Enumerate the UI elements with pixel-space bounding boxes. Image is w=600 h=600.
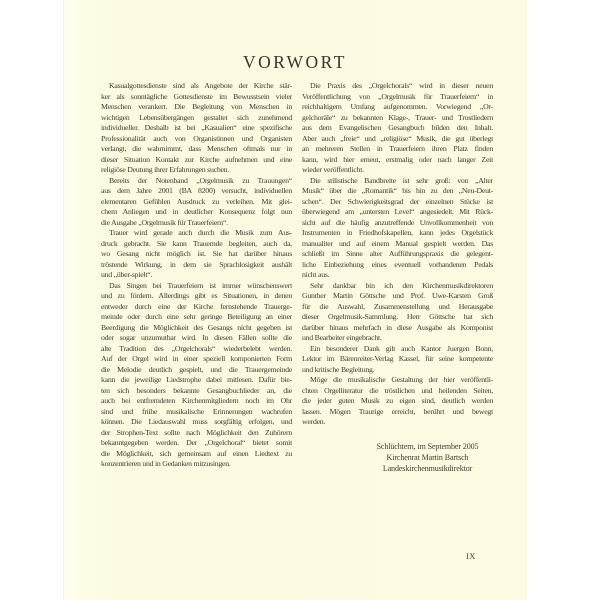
column-left xyxy=(101,81,292,470)
text-line: werden. xyxy=(302,417,326,426)
page xyxy=(63,0,527,600)
text-line: können. Die Liedauswahl muss sorgfältig erfolgen, und xyxy=(101,417,292,426)
text-line: wo Gesang nicht möglich ist. Sie hat darüber hinaus xyxy=(101,249,292,258)
text-line: oder sogar unzumutbar wird. In diesen Fällen sollte die xyxy=(101,333,292,342)
text-line: Bereits der Notenband „Orgelmusik zu Trauungen“ xyxy=(109,175,292,185)
text-line: alte Tradition des „Orgelchorals“ wiederbelebt werden. xyxy=(101,343,292,353)
text-line: druck gebracht. Sie kann Trauernde begleiten, auch da, xyxy=(101,238,292,248)
text-line: Auf der Orgel wird in einer speziell komponierten Form xyxy=(101,354,292,363)
text-line: aus dem Evangelischen Gesangbuch bilden den Inhalt. xyxy=(302,123,493,132)
text-line: überwiegend am „untersten Level“ angesiedelt. Mit Rück- xyxy=(302,207,493,216)
text-line: Ein besonderer Dank gilt auch Kantor Juergen Bonn, xyxy=(310,343,493,353)
text-line: Gunther Martin Göttsche und Prof. Uwe-Karsten Groß xyxy=(302,291,493,300)
signature-block xyxy=(357,441,498,475)
text-line: und kritische Begleitung. xyxy=(302,364,375,374)
text-columns xyxy=(101,81,493,470)
text-line: und „über-spielt“. xyxy=(101,270,153,279)
text-line: die Möglichkeit, sich gemeinsam auf einen Liedtext zu xyxy=(101,448,292,458)
signature-name: Kirchenrat Martin Bartsch xyxy=(386,453,469,463)
text-line: individueller. Deshalb ist bei „Kasualien“ eine spezifische xyxy=(101,123,292,132)
text-line: Die stilistische Bandbreite ist sehr groß: von „Alter xyxy=(310,175,493,185)
text-line: chten Orgelliteratur die tröstlichen und heilenden Seiten, xyxy=(302,385,493,395)
text-line: liche Einbeziehung eines eventuell vorhandenen Pedals xyxy=(302,259,493,269)
text-line: meinde oder durch eine sehr geringe Beteiligung an einer xyxy=(101,312,292,321)
text-line: Musik“ über die „Romantik“ bis hin zu den „Neu-Deut- xyxy=(302,186,493,195)
text-line: der Strophen-Text sollte nach Möglichkeit den Zuhörern xyxy=(101,427,292,437)
text-line: tröstende Wirkung, in dem sie Sprachlosigkeit aushält xyxy=(101,259,292,269)
text-line: konzentrieren und in Gedanken mitzusingen. xyxy=(101,459,231,468)
text-line: ten sich besonders bekannte Gesangbuchlieder an, die xyxy=(101,385,292,395)
text-line: ker als sonntägliche Gottesdienste im Bewusstsein vieler xyxy=(101,91,292,101)
text-line: kann die jeweilige Liedstrophe dabei mitlesen. Dafür bie- xyxy=(101,375,292,384)
text-line: religiöse Deutung ihrer Erfahrungen suchen. xyxy=(101,165,230,174)
text-line: sicht auf die häufig anzutreffende Unvollkommenheit von xyxy=(302,217,493,227)
text-line: Möge die musikalische Gestaltung der hier veröffentli- xyxy=(310,375,493,384)
text-line: die Melodie deutlich gespielt, und die Trauergemeinde xyxy=(101,364,292,374)
text-line: dieser Situation Kontakt zur Kirche aufnehmen und eine xyxy=(101,154,292,164)
text-line: dieser Orgelmusik-Sammlung. Herr Göttsche hat sich xyxy=(302,312,493,321)
text-line: die jeder guten Musik zu eigen sind, deutlich werden xyxy=(302,396,493,405)
text-line: entweder durch eine der Kirche fernstehende Trauerge- xyxy=(101,301,292,311)
text-line: und zu fördern. Allerdings gibt es Situationen, in denen xyxy=(101,291,292,300)
text-line: die Ausgabe „Orgelmusik für Trauerfeiern“. xyxy=(101,217,228,227)
text-line: Instrumenten in Friedhofskapellen, kann jedes Orgelstück xyxy=(302,228,493,237)
text-line: an mehreren Stellen in Trauerfeiern ihren Platz finden xyxy=(302,144,493,153)
text-line: sind und frühe musikalische Erinnerungen wachrufen xyxy=(101,406,292,416)
page-number: IX xyxy=(466,551,476,561)
text-line: elementaren Gefühlen Ausdruck zu verleihen. Mit glei- xyxy=(101,196,292,206)
text-line: auch bei entfremdeten Kirchenmitgliedern noch im Ohr xyxy=(101,396,292,405)
page-title: VORWORT xyxy=(243,52,347,72)
text-line: für die Auswahl, Zusammenstellung und Herausgabe xyxy=(302,301,493,311)
text-line: lassen. Mögen Traurige erreicht, berührt und bewegt xyxy=(302,406,493,416)
text-line: Beerdigung die Möglichkeit des Gesangs nicht gegeben ist xyxy=(101,322,292,332)
text-line: wichtigen Lebensübergängen gestaltet sich zunehmend xyxy=(101,112,292,122)
text-line: schen“. Der Schwierigkeitsgrad der einzelnen Stücke ist xyxy=(302,196,493,206)
text-line: Kasualgottesdienste sind als Angebote der Kirche stär- xyxy=(109,81,292,90)
signature-place-date: Schlüchtern, im September 2005 xyxy=(376,442,479,451)
text-line: Professionalität auch von Organistinnen und Organisten xyxy=(101,133,292,143)
text-line: Veröffentlichung von „Orgelmusik für Trauerfeiern“ in xyxy=(302,91,493,101)
text-line: manualiter und auf einem Manual gespielt werden. Das xyxy=(302,238,493,248)
signature-role: Landeskirchenmusikdirektor xyxy=(382,464,473,474)
text-line: Die Praxis des „Orgelchorals“ wird in dieser neuen xyxy=(310,81,493,90)
text-line: Das Singen bei Trauerfeiern ist immer wünschenswert xyxy=(109,280,292,290)
text-line: chem Anliegen und in deutlicher Konsequenz folgt nun xyxy=(101,207,292,216)
text-line: Menschen verankert. Die Begleitung von Menschen in xyxy=(101,102,292,111)
text-line: kann, wird hier erneut, erstmalig oder nach langer Zeit xyxy=(302,154,493,164)
text-line: reichhaltigem Umfang aufgenommen. Vorwiegend „Or- xyxy=(302,102,493,111)
text-line: bekanntgegeben werden. Der „Orgelchoral“ bietet somit xyxy=(101,438,292,447)
text-line: verlangt, die wahrnimmt, dass Menschen oftmals nur in xyxy=(101,144,292,153)
text-line: gelchoräle“ zu bekannten Klage-, Trauer- und Trostliedern xyxy=(302,112,493,122)
text-line: darüber hinaus mehrfach in diese Ausgabe als Komponist xyxy=(302,322,493,332)
text-line: aus dem Jahre 2001 (BA 8200) versucht, individuellen xyxy=(101,186,292,195)
column-right xyxy=(302,81,493,470)
text-line: Aber auch „freie“ und „religiöse“ Musik, die gut überlegt xyxy=(302,133,493,143)
text-line: schließt im Sinne alter Aufführungspraxis die gelegent- xyxy=(302,249,493,258)
text-line: nicht aus. xyxy=(302,270,330,279)
text-line: wieder veröffentlicht. xyxy=(302,165,364,174)
text-line: Lektor im Bärenreiter-Verlag Kassel, für seine kompetente xyxy=(302,354,493,363)
text-line: Sehr dankbar bin ich den Kirchenmusikdirektoren xyxy=(310,280,493,290)
text-line: Trauer wird gerade auch durch die Musik zum Aus- xyxy=(109,228,292,237)
text-line: und Bearbeiter eingebracht. xyxy=(302,333,382,342)
